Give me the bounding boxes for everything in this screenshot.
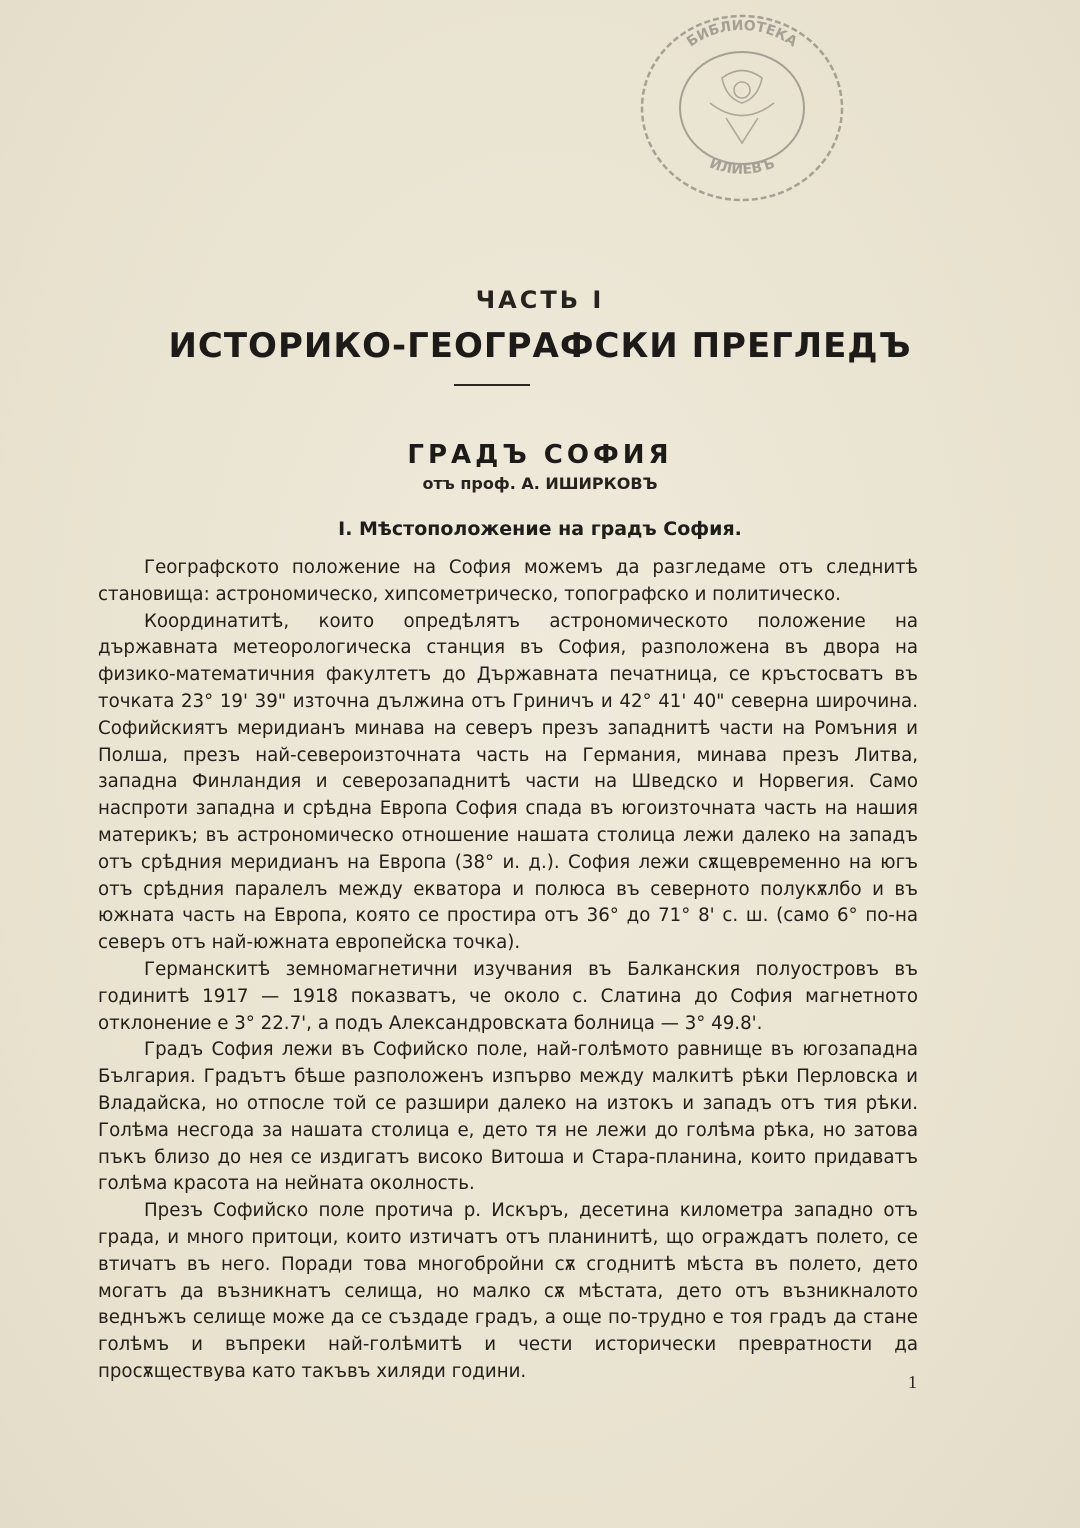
library-stamp-icon — [630, 8, 854, 208]
svg-text:ИЛИЕВЪ — [707, 156, 776, 178]
paragraph: Германскитѣ земномагнетични изучвания въ Балканския полуостровъ въ годинитѣ 1917 — 1918 показватъ, че около с. Слатина до София магнетното отклонение е 3° 22.7', а подъ Александровската болница — 3° 49.8'. — [98, 958, 918, 1034]
title-divider — [454, 384, 530, 386]
paragraph: Координатитѣ, които опредѣлятъ астрономическото положение на държавната метеорологическа станция въ София, разположена въ двора на физико-математичния факултетъ до Държавната печатница, се кръстосватъ въ точката 23° 19' 39" източна дължина отъ Гриничъ и 42° 41' 40" северна широчина. Софийскиятъ меридианъ минава на северъ презъ западнитѣ части на Ромъния и Полша, презъ най-североизточната часть на Германия, минава презъ Литва, западна Финландия и северозападнитѣ части на Шведско и Норвегия. Само наспроти западна и срѣдна Европа София спада въ югоизточната часть на нашия материкъ; въ астрономическо отношение нашата столица лежи далеко на западъ отъ срѣдния меридианъ на Европа (38° и. д.). София лежи сѫщевременно на югъ отъ срѣдния паралелъ между екватора и полюса въ северното полукѫлбо и въ южната часть на Европа, която се простира отъ 36° до 71° 8' с. ш. (само 6° по-на северъ отъ най-южната европейска точка). — [98, 610, 918, 954]
part-label: ЧАСТЬ I — [475, 286, 605, 314]
paragraph: Градъ София лежи въ Софийско поле, най-голѣмото равнище въ югозападна България. Градътъ бѣше разположенъ изпърво между малкитѣ рѣки Перловска и Владайска, но отпосле той се разшири далеко на изтокъ и западъ отъ тия рѣки. Голѣма несгода за нашата столица е, дето тя не лежи до голѣма рѣка, но затова пъкъ близо до нея се издигатъ високо Витоша и Стара-планина, които придаватъ голѣма красота на нейната околность. — [98, 1039, 918, 1195]
stamp-bottom-text: ИЛИЕВЪ — [707, 155, 777, 178]
part-title: ИСТОРИКО-ГЕОГРАФСКИ ПРЕГЛЕДЪ — [168, 326, 912, 366]
paragraph: Презъ Софийско поле протича р. Искъръ, десетина километра западно отъ града, и много притоци, които изтичатъ отъ планинитѣ, що ограждатъ полето, се втичатъ въ него. Поради това многобройни сѫ сгоднитѣ мѣста въ полето, дето могатъ да възникнатъ селища, но малко сѫ мѣстата, дето отъ възникналото веднъжъ селище може да се създаде градъ, а още по-трудно е тоя градъ да стане голѣмъ и въпреки най-голѣмитѣ и чести исторически превратности да просѫществува като такъвъ хиляди години. — [98, 1200, 918, 1382]
body-text — [98, 555, 918, 1386]
author-byline: отъ проф. А. ИШИРКОВЪ — [422, 474, 658, 493]
section-heading: I. Мѣстоположение на градъ София. — [338, 518, 742, 540]
page-number: 1 — [908, 1372, 917, 1392]
stamp-top-text: БИБЛИОТЕКА — [684, 17, 800, 51]
article-title: ГРАДЪ СОФИЯ — [407, 440, 673, 470]
paragraph: Географското положение на София можемъ да разгледаме отъ следнитѣ становища: астрономическо, хипсометрическо, топографско и политическо. — [98, 557, 918, 605]
